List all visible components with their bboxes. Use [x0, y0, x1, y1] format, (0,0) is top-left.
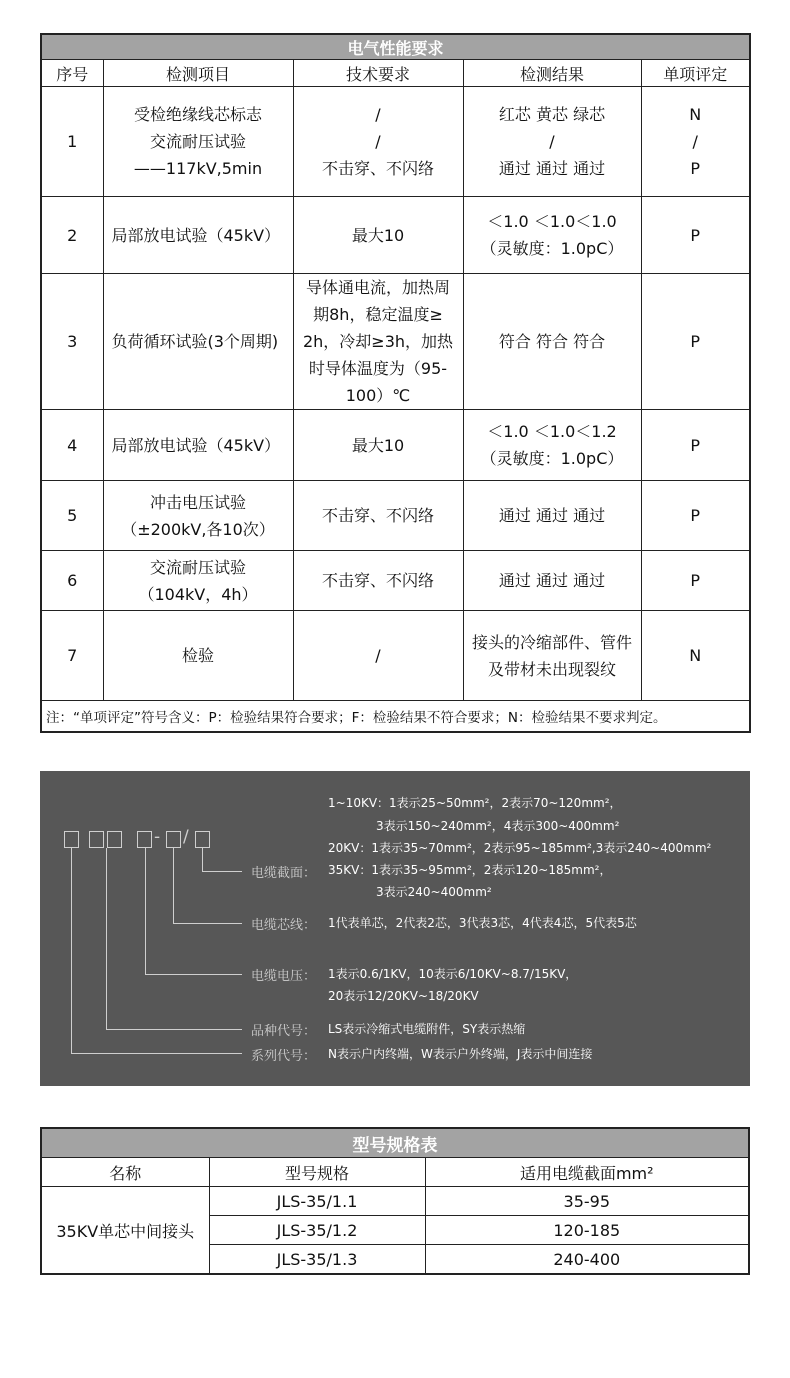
row-number-cell-line: 1	[67, 132, 78, 151]
test-item-cell	[103, 481, 293, 551]
code-dash: -	[154, 827, 161, 847]
result-cell-line: 红芯 黄芯 绿芯	[498, 105, 606, 124]
test-item-cell-line: 负荷循环试验(3个周期)	[111, 332, 279, 351]
section-cell: 120-185	[425, 1216, 749, 1245]
evaluation-cell-line: P	[690, 159, 701, 178]
table-row	[41, 410, 750, 481]
table-row	[41, 611, 750, 701]
evaluation-cell	[641, 274, 750, 410]
requirement-cell-line: /	[375, 132, 381, 151]
row-number-cell-line: 5	[67, 506, 78, 525]
evaluation-cell	[641, 551, 750, 611]
row-number-cell	[41, 197, 103, 274]
requirement-cell-line: 100）℃	[345, 386, 411, 405]
code-box-series	[64, 831, 79, 848]
evaluation-cell-line: N	[689, 105, 702, 124]
test-item-cell-line: 局部放电试验（45kV）	[111, 435, 281, 455]
evaluation-cell-line: P	[690, 435, 701, 455]
label-variety: 品种代号：	[251, 1024, 317, 1039]
code-box-voltage	[137, 831, 152, 848]
connector-series-h	[71, 1053, 242, 1054]
note-row	[41, 701, 750, 733]
test-item-cell	[103, 551, 293, 611]
requirement-cell	[293, 197, 463, 274]
result-cell	[463, 87, 641, 197]
result-cell-line: （灵敏度：1.0pC）	[480, 449, 624, 468]
requirement-cell-line: 不击穿、不闪络	[321, 571, 434, 590]
evaluation-cell	[641, 410, 750, 481]
table-row	[41, 481, 750, 551]
header-model: 型号规格	[209, 1158, 425, 1187]
evaluation-cell-line: /	[692, 132, 698, 151]
model-cell: JLS-35/1.2	[209, 1216, 425, 1245]
label-cores: 电缆芯线：	[251, 918, 317, 933]
table-title-row	[41, 1128, 749, 1158]
evaluation-cell-line: N	[689, 646, 702, 665]
header-requirement: 技术要求	[293, 60, 463, 87]
evaluation-note: 注：“单项评定”符号含义：P：检验结果符合要求；F：检验结果不符合要求；N：检验结果不要求判定。	[41, 701, 750, 733]
row-number-cell	[41, 410, 103, 481]
table-title-row	[41, 34, 750, 60]
test-item-cell-line: 局部放电试验（45kV）	[111, 225, 281, 245]
evaluation-cell	[641, 197, 750, 274]
connector-variety-h	[106, 1029, 242, 1030]
result-cell	[463, 197, 641, 274]
row-number-cell-line: 2	[67, 225, 78, 245]
model-cell: JLS-35/1.1	[209, 1187, 425, 1216]
section-text-3: 20KV：1表示35~70mm²，2表示95~185mm²,3表示240~400mm²	[328, 841, 712, 855]
requirement-cell	[293, 87, 463, 197]
evaluation-cell	[641, 87, 750, 197]
test-item-cell-line: ——117kV,5min	[133, 159, 263, 178]
section-cell: 35-95	[425, 1187, 749, 1216]
header-no: 序号	[41, 60, 103, 87]
requirement-cell	[293, 611, 463, 701]
connector-section	[202, 848, 203, 871]
requirement-cell-line: 2h，冷却≥3h，加热	[302, 332, 454, 351]
result-cell-line: 通过 通过 通过	[498, 159, 606, 178]
connector-cores-h	[173, 923, 242, 924]
requirement-cell	[293, 274, 463, 410]
section-text-1: 1~10KV：1表示25~50mm²，2表示70~120mm²，	[328, 796, 622, 810]
table-row	[41, 274, 750, 410]
section-text-2: 3表示150~240mm²，4表示300~400mm²	[376, 819, 620, 833]
series-text: N表示户内终端，W表示户外终端，J表示中间连接	[328, 1047, 593, 1061]
section-text-4: 35KV：1表示35~95mm²，2表示120~185mm²，	[328, 863, 612, 877]
row-number-cell-line: 6	[67, 571, 78, 590]
requirement-cell	[293, 481, 463, 551]
row-number-cell-line: 4	[67, 435, 78, 455]
result-cell	[463, 410, 641, 481]
label-section: 电缆截面：	[251, 866, 317, 881]
code-box-section	[195, 831, 210, 848]
performance-table-title: 电气性能要求	[41, 34, 750, 60]
label-series: 系列代号：	[251, 1049, 317, 1064]
requirement-cell-line: 期8h，稳定温度≥	[313, 305, 443, 324]
row-number-cell	[41, 611, 103, 701]
header-section: 适用电缆截面mm²	[425, 1158, 749, 1187]
spec-table	[40, 1127, 750, 1275]
requirement-cell-line: /	[375, 646, 381, 665]
result-cell-line: ＜1.0 ＜1.0＜1.0	[487, 212, 617, 231]
connector-voltage	[145, 848, 146, 974]
header-name: 名称	[41, 1158, 209, 1187]
result-cell-line: ＜1.0 ＜1.0＜1.2	[487, 422, 617, 441]
voltage-text-1: 1表示0.6/1KV，10表示6/10KV~8.7/15KV，	[328, 967, 578, 981]
result-cell-line: 符合 符合 符合	[498, 332, 606, 351]
table-header-row	[41, 1158, 749, 1187]
row-number-cell-line: 3	[67, 332, 78, 351]
code-box-variety-1	[89, 831, 104, 848]
result-cell-line: 通过 通过 通过	[498, 571, 606, 590]
spec-table-title: 型号规格表	[41, 1128, 749, 1158]
requirement-cell-line: /	[375, 105, 381, 124]
test-item-cell-line: 冲击电压试验	[149, 492, 246, 512]
connector-voltage-h	[145, 974, 242, 975]
label-voltage: 电缆电压：	[251, 969, 317, 984]
test-item-cell-line: 交流耐压试验	[149, 132, 246, 151]
requirement-cell-line: 时导体温度为（95-	[308, 359, 448, 378]
result-cell-line: 通过 通过 通过	[498, 506, 606, 525]
table-header-row	[41, 60, 750, 87]
requirement-cell-line: 不击穿、不闪络	[321, 159, 434, 178]
requirement-cell-line: 导体通电流，加热周	[305, 278, 450, 297]
table-row	[41, 551, 750, 611]
result-cell	[463, 481, 641, 551]
connector-series	[71, 848, 72, 1053]
code-slash: /	[183, 827, 189, 847]
performance-table	[40, 33, 751, 733]
requirement-cell-line: 最大10	[351, 435, 405, 455]
test-item-cell	[103, 611, 293, 701]
result-cell-line: 接头的冷缩部件、管件	[471, 632, 632, 652]
test-item-cell-line: 检验	[181, 646, 214, 665]
connector-variety	[106, 848, 107, 1029]
requirement-cell	[293, 551, 463, 611]
row-number-cell	[41, 274, 103, 410]
test-item-cell-line: 受检绝缘线芯标志	[133, 105, 262, 124]
row-number-cell	[41, 481, 103, 551]
row-number-cell-line: 7	[67, 646, 78, 665]
result-cell-line: /	[549, 132, 555, 151]
code-box-variety-2	[107, 831, 122, 848]
requirement-cell	[293, 410, 463, 481]
voltage-text-2: 20表示12/20KV~18/20KV	[328, 989, 479, 1003]
requirement-cell-line: 最大10	[351, 225, 405, 245]
test-item-cell	[103, 87, 293, 197]
row-number-cell	[41, 87, 103, 197]
result-cell	[463, 274, 641, 410]
test-item-cell-line: （104kV，4h）	[138, 584, 258, 604]
product-name: 35KV单芯中间接头	[41, 1187, 209, 1275]
connector-section-h	[202, 871, 242, 872]
header-result: 检测结果	[463, 60, 641, 87]
result-cell	[463, 611, 641, 701]
test-item-cell-line: 交流耐压试验	[149, 557, 246, 577]
header-evaluation: 单项评定	[641, 60, 750, 87]
result-cell	[463, 551, 641, 611]
evaluation-cell-line: P	[690, 332, 701, 351]
evaluation-cell	[641, 481, 750, 551]
result-cell-line: （灵敏度：1.0pC）	[480, 239, 624, 258]
test-item-cell	[103, 274, 293, 410]
header-item: 检测项目	[103, 60, 293, 87]
evaluation-cell	[641, 611, 750, 701]
evaluation-cell-line: P	[690, 506, 701, 525]
connector-cores	[173, 848, 174, 923]
section-cell: 240-400	[425, 1245, 749, 1275]
variety-text: LS表示冷缩式电缆附件，SY表示热缩	[328, 1022, 526, 1036]
test-item-cell-line: （±200kV,各10次）	[121, 519, 275, 539]
code-box-cores	[166, 831, 181, 848]
model-cell: JLS-35/1.3	[209, 1245, 425, 1275]
row-number-cell	[41, 551, 103, 611]
table-row	[41, 1187, 749, 1216]
cores-text: 1代表单芯，2代表2芯，3代表3芯，4代表4芯，5代表5芯	[328, 916, 637, 930]
evaluation-cell-line: P	[690, 571, 701, 590]
table-row	[41, 87, 750, 197]
section-text-5: 3表示240~400mm²	[376, 885, 492, 899]
model-code-diagram	[40, 771, 750, 1086]
result-cell-line: 及带材未出现裂纹	[487, 659, 616, 679]
test-item-cell	[103, 197, 293, 274]
requirement-cell-line: 不击穿、不闪络	[321, 506, 434, 525]
evaluation-cell-line: P	[690, 225, 701, 245]
test-item-cell	[103, 410, 293, 481]
table-row	[41, 197, 750, 274]
